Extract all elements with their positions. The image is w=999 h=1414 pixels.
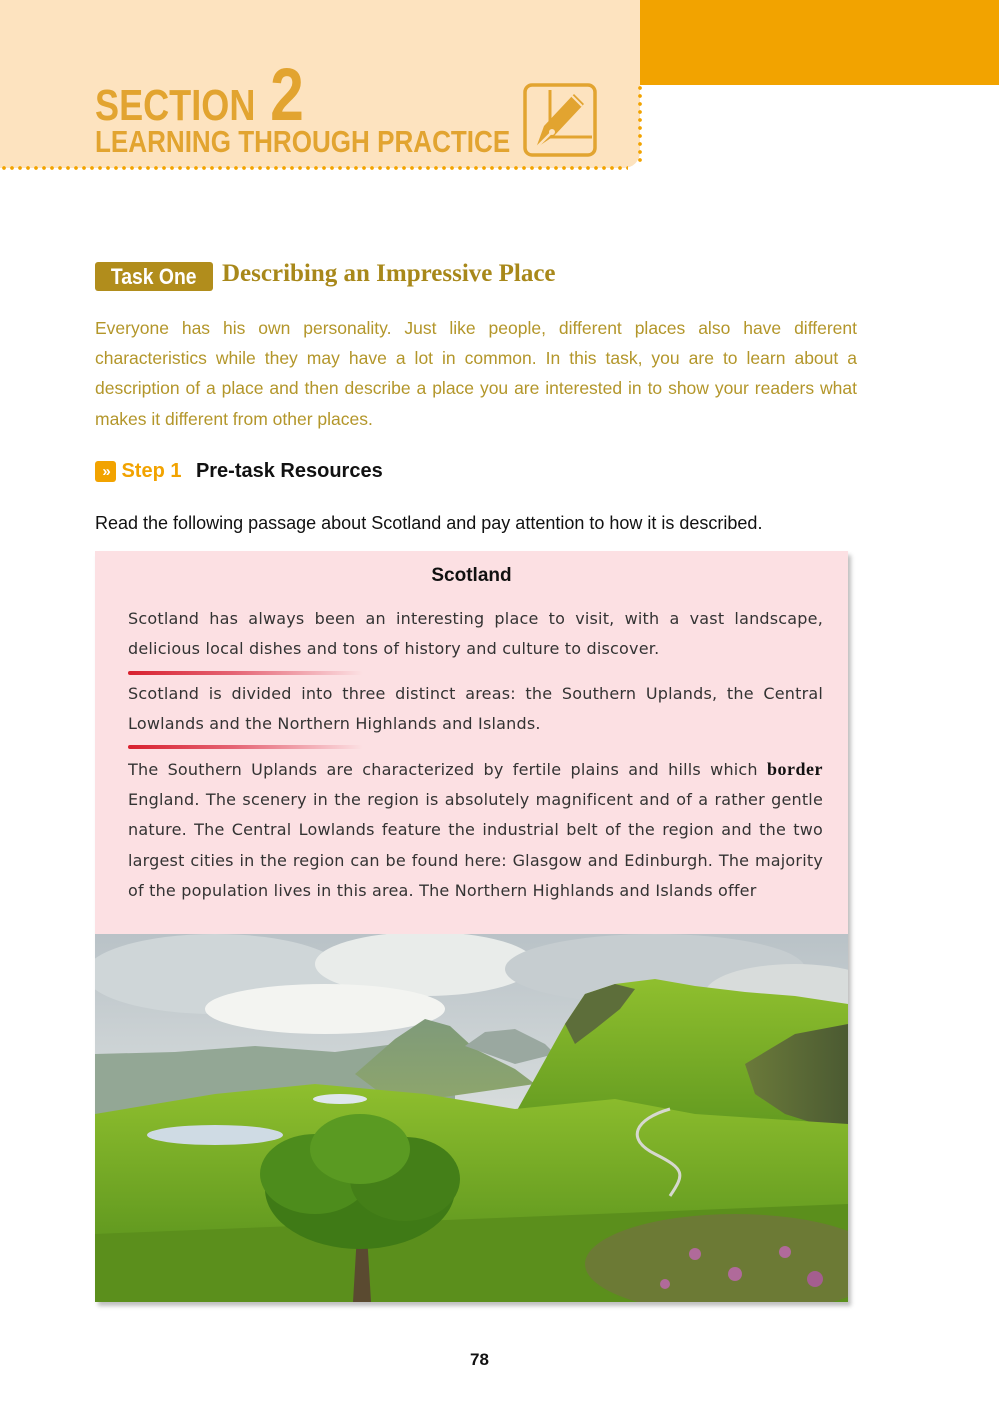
header-dotted-border (0, 166, 628, 170)
passage-paragraph-2: Scotland is divided into three distinct areas: the Southern Uplands, the Central Lowlands and the Northern Highlands and Islands. (128, 684, 823, 734)
passage-paragraph-1: Scotland has always been an interesting place to visit, with a vast landscape, delicious local dishes and tons of history and culture to discover. (128, 609, 823, 659)
step-instruction: Read the following passage about Scotland and pay attention to how it is described. (95, 513, 763, 533)
pen-icon (522, 82, 598, 158)
step-heading (95, 460, 383, 486)
section-subtitle: LEARNING THROUGH PRACTICE (95, 124, 511, 159)
section-number: 2 (270, 53, 304, 136)
step-title: Pre-task Resources (195, 460, 383, 482)
task-badge-label: Task One (111, 264, 197, 289)
scotland-landscape-photo (95, 934, 848, 1302)
header-accent-bar (640, 0, 999, 85)
page-number: 78 (470, 1350, 489, 1369)
double-chevron-icon: » (95, 461, 116, 482)
task-title: Describing an Impressive Place (222, 260, 556, 287)
header-dotted-border-right (638, 84, 642, 162)
paragraph-3-text-end: England. The scenery in the region is absolutely magnificent and of a rather gentle nature. The Central Lowlands feature the industrial belt of the region and the two largest cities in the region can be found here: Glasgow and Edinburgh. The majority of the population lives in this area. The Northern Highlands and Islands offer (128, 790, 823, 900)
task-intro: Everyone has his own personality. Just like people, different places also have different characteristics while they may have a lot in common. In this task, you are to learn about a description of a place and then describe a place you are interested in to show your readers what makes it different from other places. (95, 318, 857, 429)
passage-paragraph-3 (128, 754, 823, 904)
section-word: SECTION (95, 81, 256, 130)
paragraph-divider (128, 671, 363, 675)
step-label: Step 1 (121, 460, 182, 482)
task-badge (95, 262, 213, 291)
reading-passage-box (95, 551, 848, 1302)
paragraph-3-text-start: The Southern Uplands are characterized by fertile plains and hills which (128, 760, 767, 779)
vocab-word-border: border (767, 759, 823, 779)
paragraph-divider (128, 745, 363, 749)
passage-title: Scotland (431, 565, 512, 586)
